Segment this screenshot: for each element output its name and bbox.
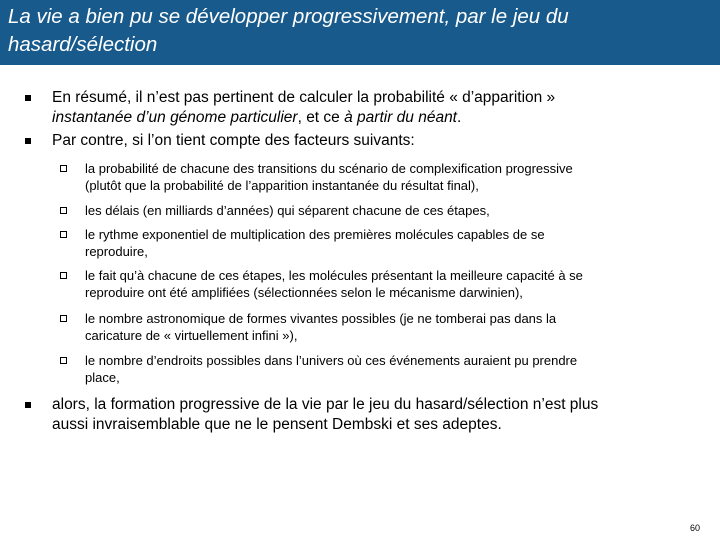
bullet-item [52, 131, 692, 151]
sub-bullet-item [85, 267, 695, 301]
slide-title [8, 3, 708, 59]
sub-bullet-text: caricature de « virtuellement infini »), [85, 328, 298, 343]
hollow-square-bullet-icon [60, 207, 67, 214]
square-bullet-icon [25, 402, 31, 408]
sub-bullet-text: le nombre astronomique de formes vivantes possibles (je ne tomberai pas dans la [85, 311, 557, 326]
slide-title-line-2: hasard/sélection [8, 33, 158, 56]
sub-bullet-text: le fait qu’à chacune de ces étapes, les molécules présentant la meilleure capacité à se [85, 268, 583, 283]
bullet-text: aussi invraisemblable que ne le pensent Dembski et ses adeptes. [52, 416, 502, 433]
sub-bullet-item [85, 202, 695, 219]
slide-title-line-1: La vie a bien pu se développer progressivement, par le jeu du [8, 5, 569, 28]
sub-bullet-text: la probabilité de chacune des transitions du scénario de complexification progressive [85, 161, 573, 176]
page-number: 60 [690, 523, 701, 533]
hollow-square-bullet-icon [60, 231, 67, 238]
sub-bullet-item [85, 352, 695, 386]
bullet-text: Par contre, si l’on tient compte des facteurs suivants: [52, 132, 415, 149]
bullet-text: alors, la formation progressive de la vie par le jeu du hasard/sélection n’est plus [52, 396, 599, 413]
hollow-square-bullet-icon [60, 165, 67, 172]
sub-bullet-text: les délais (en milliards d’années) qui séparent chacune de ces étapes, [85, 203, 490, 218]
sub-bullet-text: reproduire, [85, 244, 148, 259]
hollow-square-bullet-icon [60, 315, 67, 322]
sub-bullet-item [85, 226, 695, 260]
sub-bullet-item [85, 310, 695, 344]
bullet-item [52, 88, 692, 128]
square-bullet-icon [25, 95, 31, 101]
hollow-square-bullet-icon [60, 272, 67, 279]
sub-bullet-text: reproduire ont été amplifiées (sélectionnées selon le mécanisme darwinien), [85, 285, 523, 300]
hollow-square-bullet-icon [60, 357, 67, 364]
bullet-item [52, 395, 692, 435]
sub-bullet-text: le nombre d’endroits possibles dans l’univers où ces événements auraient pu prendre [85, 353, 578, 368]
sub-bullet-text: le rythme exponentiel de multiplication des premières molécules capables de se [85, 227, 545, 242]
square-bullet-icon [25, 138, 31, 144]
sub-bullet-text: place, [85, 370, 120, 385]
bullet-text: instantanée d’un génome particulier, et ce à partir du néant. [52, 109, 462, 126]
sub-bullet-item [85, 160, 695, 194]
sub-bullet-text: (plutôt que la probabilité de l’apparition instantanée du résultat final), [85, 178, 479, 193]
bullet-text: En résumé, il n’est pas pertinent de calculer la probabilité « d’apparition » [52, 89, 556, 106]
